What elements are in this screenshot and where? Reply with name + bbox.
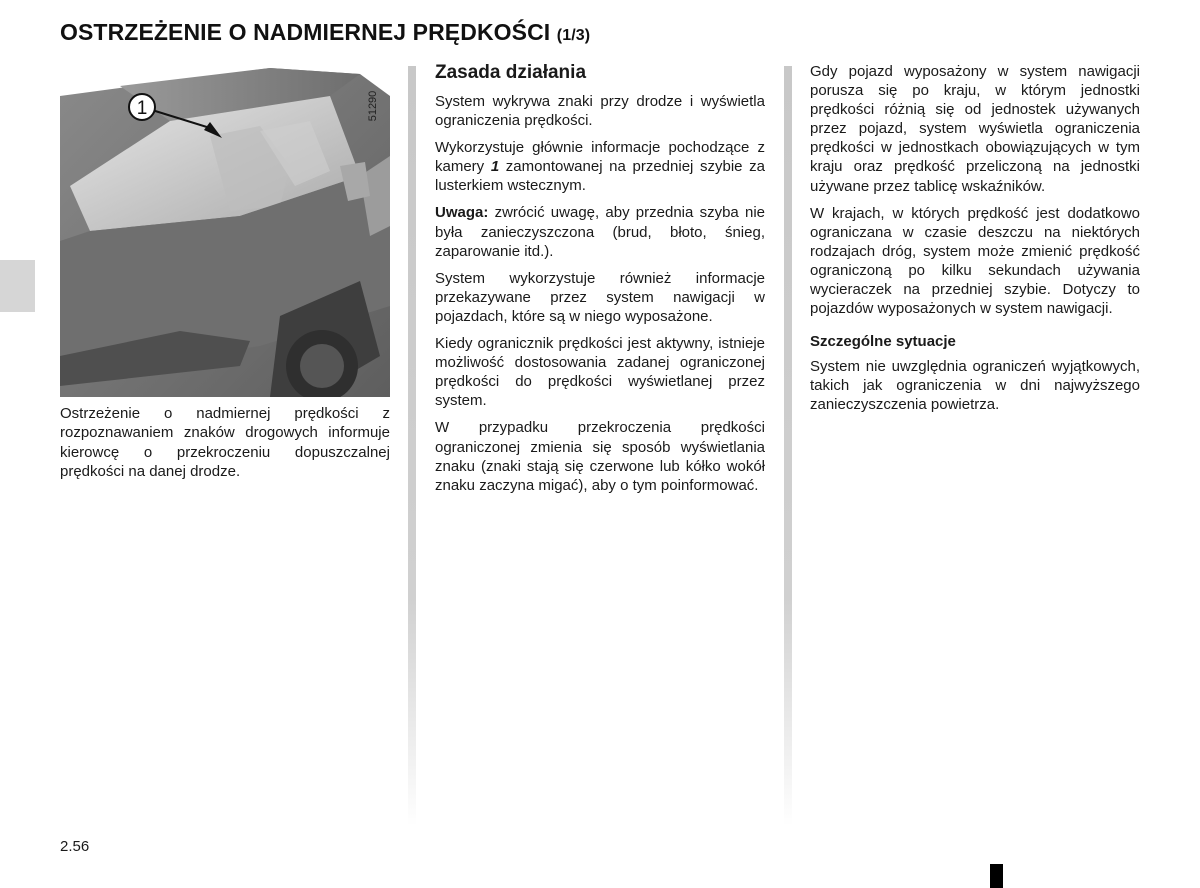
paragraph: Gdy pojazd wyposażony w system nawigacji porusza się po kraju, w którym jednostki prędkości różnią się od jednostek używanych przez pojazd, system wyświetla ograniczenia prędkości w jednostkach obowiązujących w tym kraju oraz prędkość przeliczoną na jednostki używane przez tablicę wskaźników. bbox=[810, 63, 1140, 195]
callout-number: 1 bbox=[136, 98, 148, 119]
column-divider-right bbox=[784, 66, 792, 826]
column-divider-left bbox=[408, 66, 416, 826]
text-fragment: zamontowanej na przedniej szybie za lusterkiem wstecznym. bbox=[435, 158, 766, 195]
text-fragment: Wykorzystuje głównie informacje pochodzące z kamery bbox=[435, 139, 765, 176]
subsection-heading: Szczególne sytuacje bbox=[810, 333, 956, 351]
column-principle bbox=[435, 62, 765, 503]
chapter-tab bbox=[0, 260, 35, 312]
paragraph-camera bbox=[435, 138, 765, 195]
title-part: (1/3) bbox=[556, 27, 591, 44]
figure-caption: Ostrzeżenie o nadmiernej prędkości z rozpoznawaniem znaków drogowych informuje kierowcę o przekroczeniu dopuszczalnej prędkości na danej drodze. bbox=[60, 405, 390, 481]
reference-number: 1 bbox=[490, 158, 500, 176]
car-windshield-illustration bbox=[60, 66, 390, 397]
paragraph: W przypadku przekroczenia prędkości ograniczonej zmienia się sposób wyświetlania znaku (znaki stają się czerwone lub kółko wokół znaku zaczyna migać), aby o tym poinformować. bbox=[435, 419, 765, 494]
paragraph: Kiedy ogranicznik prędkości jest aktywny, istnieje możliwość dostosowania zadanej ograniczonej prędkości do prędkości wyświetlanej przez system. bbox=[435, 335, 765, 410]
section-heading: Zasada działania bbox=[435, 62, 587, 83]
paragraph: W krajach, w których prędkość jest dodatkowo ograniczana w czasie deszczu na niektórych rodzajach dróg, system może zmienić prędkość ograniczoną po kilku sekundach używania wycieraczek na przedniej szybie. Dotyczy to pojazdów wyposażonych w system nawigacji. bbox=[810, 204, 1140, 318]
note-text: zwrócić uwagę, aby przednia szyba nie była zanieczyszczona (brud, błoto, śnieg, zaparowanie itd.). bbox=[435, 204, 765, 260]
paragraph: System wykorzystuje również informacje przekazywane przez system nawigacji w pojazdach, które są w niego wyposażone. bbox=[435, 269, 765, 325]
note-paragraph bbox=[435, 203, 765, 260]
paragraph: System nie uwzględnia ograniczeń wyjątkowych, takich jak ograniczenia w dni najwyższego zanieczyszczenia powietrza. bbox=[810, 358, 1140, 414]
figure-code: 51290 bbox=[367, 90, 379, 122]
page-title bbox=[60, 19, 590, 46]
note-label: Uwaga: bbox=[435, 204, 489, 222]
page-edge-marker bbox=[990, 864, 1003, 888]
title-text: OSTRZEŻENIE O NADMIERNEJ PRĘDKOŚCI bbox=[60, 19, 551, 45]
column-details bbox=[810, 62, 1140, 423]
paragraph: System wykrywa znaki przy drodze i wyświetla ograniczenia prędkości. bbox=[435, 93, 765, 130]
page-number: 2.56 bbox=[60, 838, 90, 855]
